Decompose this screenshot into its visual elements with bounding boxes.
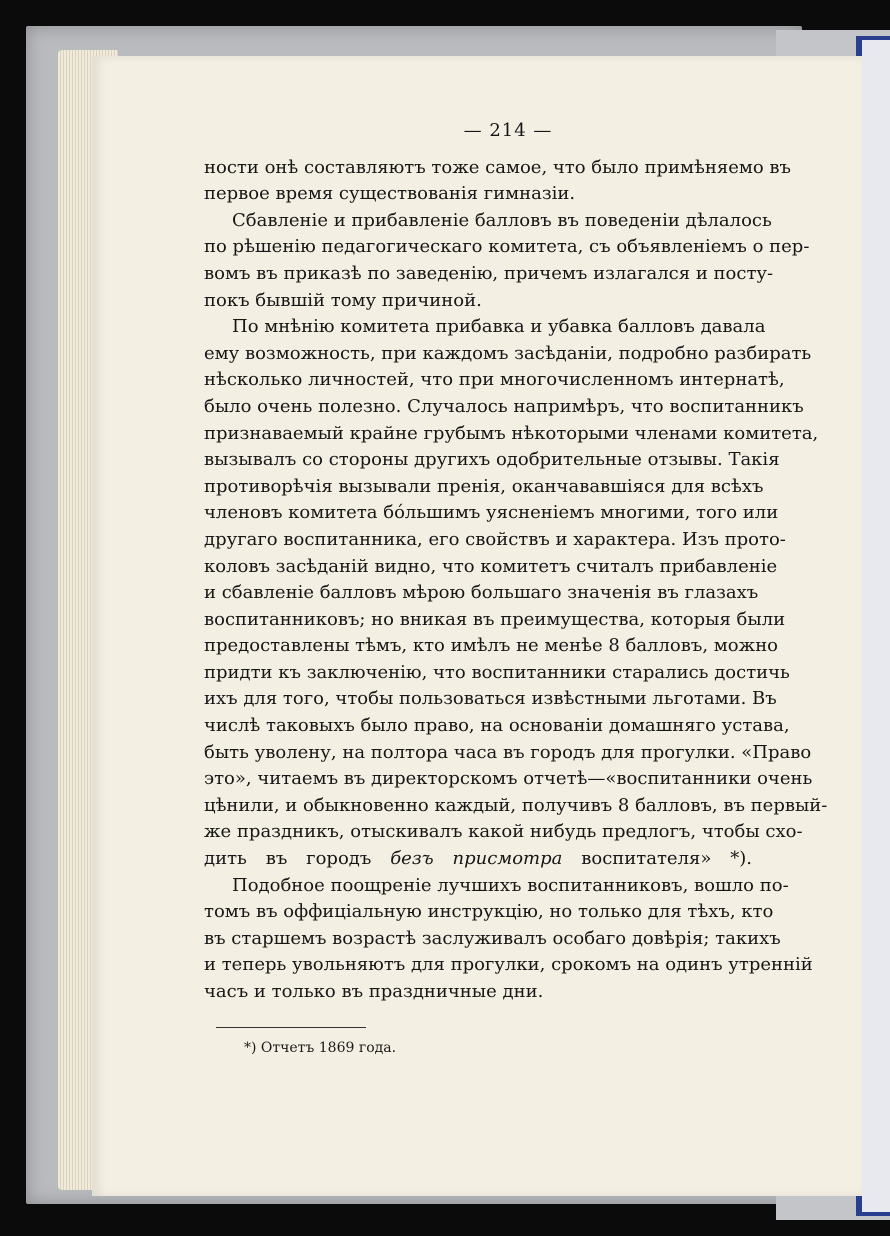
text-line: и теперь увольняютъ для прогулки, срокомъ на одинъ утренній	[204, 954, 813, 976]
text-line: другаго воспитанника, его свойствъ и характера. Изъ прото-	[204, 528, 786, 550]
text-line: въ старшемъ возрастѣ заслуживалъ особаго довѣрія; такихъ	[204, 927, 781, 949]
text-line: членовъ комитета бо́льшимъ уясненіемъ многими, того или	[204, 502, 779, 524]
paragraphs-main	[204, 155, 828, 846]
page-number: — 214 —	[463, 120, 553, 141]
book-cover-edge-light	[862, 40, 890, 1212]
text-line: придти къ заключенію, что воспитанники старались достичь	[204, 661, 790, 683]
text-line: быть уволену, на полтора часа въ городъ для прогулки. «Право	[204, 741, 812, 763]
paragraphs-final	[204, 873, 813, 1006]
text-line: Сбавленіе и прибавленіе балловъ въ поведеніи дѣлалось	[232, 209, 772, 231]
text-line: томъ въ оффиціальную инструкцію, но только для тѣхъ, кто	[204, 901, 774, 923]
book-page	[92, 56, 862, 1196]
page-text-block	[204, 118, 828, 1006]
text-line: покъ бывшій тому причиной.	[204, 289, 482, 311]
text-line-italic-before: дить въ городъ	[204, 848, 391, 870]
text-line: противорѣчія вызывали пренія, оканчававшіяся для всѣхъ	[204, 475, 764, 497]
text-line-italic	[204, 846, 752, 873]
text-line: часъ и только въ праздничные дни.	[204, 981, 544, 1002]
text-line: коловъ засѣданій видно, что комитетъ считалъ прибавленіе	[204, 555, 778, 577]
text-line: это», читаемъ въ директорскомъ отчетѣ—«воспитанники очень	[204, 768, 813, 790]
text-line: было очень полезно. Случалось напримѣръ, что воспитанникъ	[204, 395, 804, 417]
italic-phrase: безъ присмотра	[390, 848, 563, 870]
text-line: первое время существованія гимназіи.	[204, 183, 576, 205]
text-line: числѣ таковыхъ было право, на основаніи домашняго устава,	[204, 715, 790, 737]
text-line-italic-after: воспитателя» *).	[562, 848, 752, 870]
text-line: ему возможность, при каждомъ засѣданіи, подробно разбирать	[204, 342, 812, 364]
text-line: ихъ для того, чтобы пользоваться извѣстными льготами. Въ	[204, 688, 777, 710]
text-line: нѣсколько личностей, что при многочисленномъ интернатѣ,	[204, 369, 785, 391]
text-line: вомъ въ приказѣ по заведенію, причемъ излагался и посту-	[204, 262, 774, 284]
text-line: же праздникъ, отыскивалъ какой нибудь предлогъ, чтобы схо-	[204, 821, 803, 843]
text-line: вызывалъ со стороны другихъ одобрительные отзывы. Такія	[204, 449, 780, 471]
text-line: и сбавленіе балловъ мѣрою большаго значенія въ глазахъ	[204, 582, 759, 604]
text-line: Подобное поощреніе лучшихъ воспитанниковъ, вошло по-	[232, 874, 789, 896]
footnote-rule	[216, 1027, 366, 1028]
text-line: цѣнили, и обыкновенно каждый, получивъ 8 балловъ, въ первый-	[204, 794, 828, 816]
text-line: по рѣшенію педагогическаго комитета, съ объявленіемъ о пер-	[204, 236, 810, 258]
text-line: предоставлены тѣмъ, кто имѣлъ не менѣе 8 балловъ, можно	[204, 635, 779, 657]
footnote: *) Отчетъ 1869 года.	[244, 1040, 397, 1056]
text-line: воспитанниковъ; но вникая въ преимущества, которыя были	[204, 608, 786, 630]
text-line: ности онѣ составляютъ тоже самое, что было примѣняемо въ	[204, 156, 791, 178]
text-line: По мнѣнію комитета прибавка и убавка балловъ давала	[232, 316, 766, 338]
text-line: признаваемый крайне грубымъ нѣкоторыми членами комитета,	[204, 422, 819, 444]
